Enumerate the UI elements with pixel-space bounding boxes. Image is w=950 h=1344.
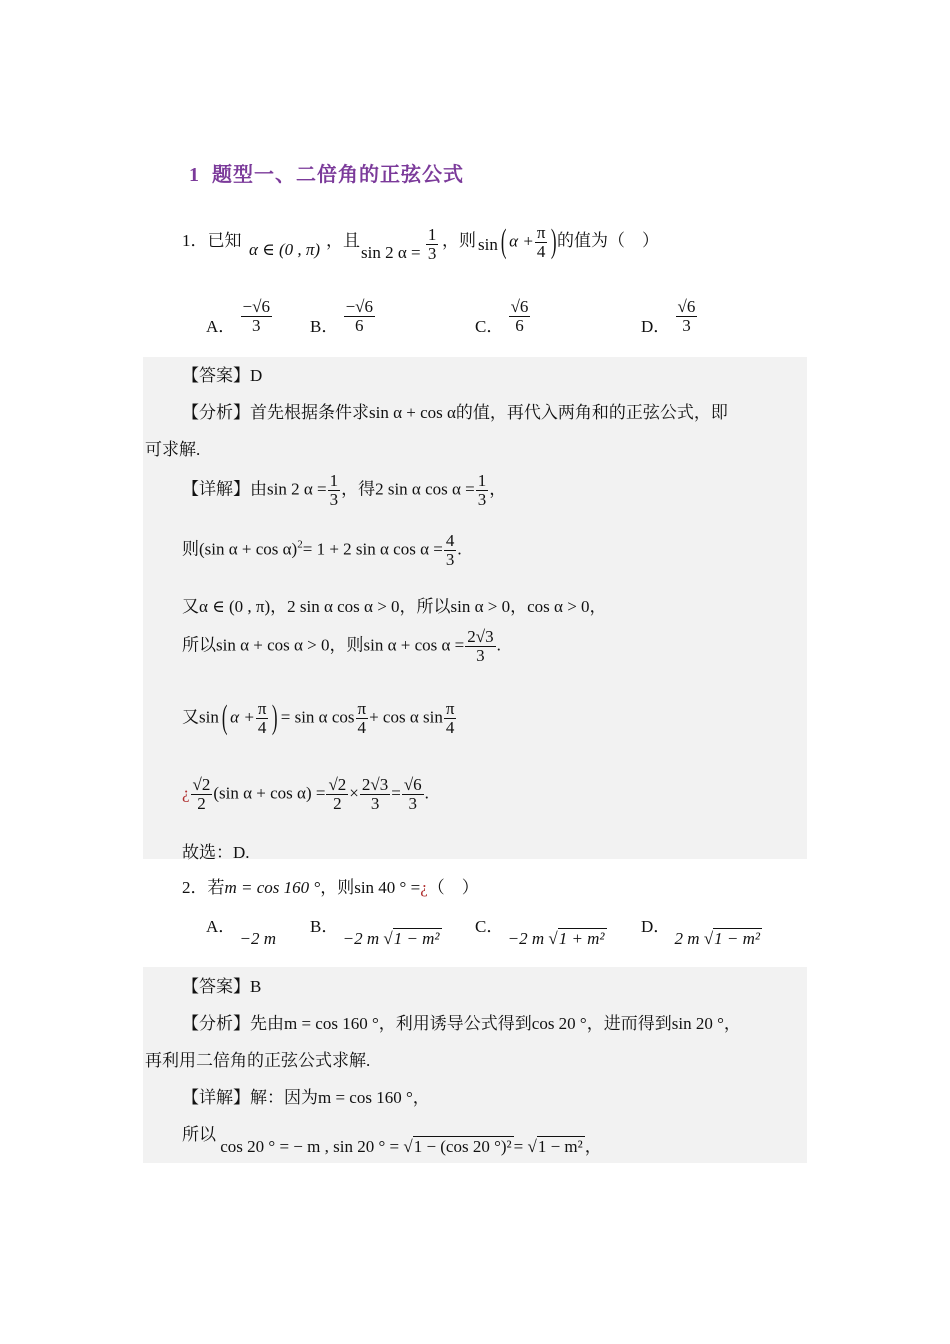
sin-word: sin xyxy=(199,707,219,727)
frac-num: √6 xyxy=(510,297,529,316)
a2-detail-line-1: 【详解】解：因为m = cos 160 °， xyxy=(182,1088,430,1107)
frac-num: √6 xyxy=(677,297,696,316)
frac-den: 2 xyxy=(333,793,342,813)
text: 【详解】由sin 2 α = xyxy=(182,479,327,499)
q1-option-c[interactable] xyxy=(475,298,531,335)
a2-final-expr: cos 20 ° = − m , sin 20 ° = √1 − (cos 20 °)² = √1 − m² ， xyxy=(220,1137,602,1156)
q1-option-a[interactable] xyxy=(206,298,273,335)
section-title xyxy=(189,158,464,187)
a1-answer: 【答案】D xyxy=(182,366,263,385)
frac-num: π xyxy=(357,699,367,718)
expr-part: cos 20 ° = − m , sin 20 ° = xyxy=(220,1137,400,1156)
text: . xyxy=(457,539,462,559)
frac-root2-2 xyxy=(191,776,213,813)
radicand: 1 − m² xyxy=(714,929,761,948)
frac-num: π xyxy=(536,223,546,242)
text: 若 xyxy=(207,878,225,897)
frac-root6-3 xyxy=(402,776,424,813)
alpha-plus: α + xyxy=(230,707,255,727)
frac-den: 3 xyxy=(476,645,485,665)
frac-third xyxy=(476,472,489,509)
paren-right: ) xyxy=(551,223,557,261)
q1-fraction-third xyxy=(426,226,439,263)
frac-four-thirds xyxy=(444,532,457,569)
a2-analysis-line-2: 再利用二倍角的正弦公式求解. xyxy=(145,1051,371,1070)
frac-pi4 xyxy=(444,700,457,737)
text: (sin α + cos α) = xyxy=(213,783,326,803)
frac-third xyxy=(328,472,341,509)
frac-pi4 xyxy=(256,700,269,737)
question-1-stem xyxy=(182,226,242,251)
frac-num: 1 xyxy=(329,471,339,490)
frac-den: 3 xyxy=(329,489,339,509)
frac-num: 2√3 xyxy=(361,775,389,794)
option-fraction xyxy=(344,298,375,335)
text: 所以 xyxy=(182,1125,216,1144)
a1-choose: 故选：D. xyxy=(182,843,250,862)
q2-option-d[interactable] xyxy=(641,912,762,948)
frac-num: −√6 xyxy=(345,297,374,316)
q2-m-expr: m = cos 160 ° xyxy=(224,878,321,897)
a1-detail-line-1 xyxy=(182,472,506,509)
radicand: 1 − m² xyxy=(393,929,440,948)
frac-den: 3 xyxy=(370,793,380,813)
option-label: A． xyxy=(206,317,236,337)
equals-sign: = xyxy=(391,783,401,803)
q1-number: 1． xyxy=(182,231,208,250)
option-expr: −2 m √1 − m² xyxy=(342,929,440,948)
frac-2root3-3 xyxy=(465,628,495,665)
q1-frac-pi4 xyxy=(535,224,548,261)
radicand: 1 − (cos 20 °)² xyxy=(413,1137,512,1156)
q2-option-b[interactable] xyxy=(310,912,442,948)
frac-num: √6 xyxy=(403,775,422,794)
a1-detail-line-4 xyxy=(182,628,501,665)
text: （ ） xyxy=(427,878,479,897)
text: = sin α cos xyxy=(280,707,355,727)
q1-sin-expr xyxy=(478,224,560,261)
option-fraction xyxy=(509,298,531,335)
times-sign: × xyxy=(349,783,359,803)
section-number: 1 xyxy=(189,164,200,186)
frac-den: 4 xyxy=(257,717,267,737)
radicand: 1 − m² xyxy=(537,1137,583,1156)
option-expr: 2 m √1 − m² xyxy=(674,929,761,948)
a1-detail-line-3: 又α ∈ (0 , π)，2 sin α cos α > 0，所以sin α > 0，cos α > 0， xyxy=(182,597,607,616)
exponent: 2 xyxy=(297,538,303,551)
frac-den: 3 xyxy=(477,489,487,509)
option-label: B． xyxy=(310,317,339,337)
q1-sin2a xyxy=(361,226,439,263)
frac-num: −√6 xyxy=(242,297,270,316)
q1-condition xyxy=(249,240,320,260)
text: ，得2 sin α cos α = xyxy=(341,479,475,499)
frac-den: 6 xyxy=(515,315,524,335)
frac-num: π xyxy=(257,699,267,718)
q1-cond-expr: α ∈ (0 , π) xyxy=(249,240,321,259)
frac-den: 2 xyxy=(197,793,206,813)
frac-pi4 xyxy=(356,700,369,737)
option-fraction xyxy=(241,298,272,335)
option-label: C． xyxy=(475,917,504,936)
text: . xyxy=(496,635,501,655)
frac-den: 3 xyxy=(408,793,417,813)
text: = 1 + 2 sin α cos α = xyxy=(302,539,443,559)
q1-text-3: ，则 xyxy=(442,231,476,250)
frac-num: √2 xyxy=(328,775,347,794)
alpha-plus: α + xyxy=(509,231,534,251)
a2-answer: 【答案】B xyxy=(182,977,262,996)
text: 则(sin α + cos α) xyxy=(182,539,298,559)
question-2-stem xyxy=(182,873,479,898)
q1-option-d[interactable] xyxy=(641,298,698,335)
frac-num: π xyxy=(445,699,455,718)
frac-den: 3 xyxy=(427,243,437,263)
q2-option-c[interactable] xyxy=(475,912,607,948)
frac-den: 4 xyxy=(357,717,367,737)
option-label: D． xyxy=(641,317,671,337)
text: ， xyxy=(489,479,507,499)
frac-num: 4 xyxy=(445,531,455,550)
expr-coef: 2 m xyxy=(674,929,700,948)
option-label: C． xyxy=(475,317,504,337)
a2-detail-line-2 xyxy=(182,1120,602,1156)
frac-2root3-3 xyxy=(360,776,390,813)
q1-text-2: ，且 xyxy=(326,231,360,250)
equals-sign: = xyxy=(513,1137,524,1156)
sin-word: sin xyxy=(478,235,498,255)
q1-text-1: 已知 xyxy=(207,231,242,250)
text: + cos α sin xyxy=(369,707,443,727)
a1-detail-line-6 xyxy=(182,776,429,813)
text: ， xyxy=(584,1137,602,1156)
text: . xyxy=(424,783,429,803)
q1-option-b[interactable] xyxy=(310,298,376,335)
frac-num: 2√3 xyxy=(467,627,494,646)
expr-coef: −2 m xyxy=(342,929,380,948)
paren-left: ( xyxy=(500,223,507,261)
a1-analysis-line-2: 可求解. xyxy=(145,440,201,459)
option-label: B． xyxy=(310,917,339,936)
expr-coef: −2 m xyxy=(507,929,545,948)
q1-sin2a-expr: sin 2 α = xyxy=(361,243,421,263)
a1-detail-line-5 xyxy=(182,700,457,737)
section-title-text: 题型一、二倍角的正弦公式 xyxy=(212,164,464,186)
q2-sin40: sin 40 ° = xyxy=(354,878,421,897)
a1-analysis-line-1: 【分析】首先根据条件求sin α + cos α的值，再代入两角和的正弦公式，即 xyxy=(182,403,728,422)
paren-left: ( xyxy=(221,699,228,737)
radicand: 1 + m² xyxy=(558,929,605,948)
text: ，则 xyxy=(320,878,355,897)
a1-detail-line-2 xyxy=(182,532,462,569)
paren-right: ) xyxy=(272,699,278,737)
garbled-mark: ¿ xyxy=(182,783,190,803)
q2-number: 2． xyxy=(182,878,208,897)
text: 又 xyxy=(182,707,199,727)
garbled-mark: ¿ xyxy=(420,878,428,897)
frac-den: 6 xyxy=(355,315,364,335)
frac-den: 3 xyxy=(682,315,691,335)
text: 所以sin α + cos α > 0，则sin α + cos α = xyxy=(182,635,465,655)
a2-analysis-line-1: 【分析】先由m = cos 160 °，利用诱导公式得到cos 20 °，进而得到sin 20 °， xyxy=(182,1014,741,1033)
option-expr: −2 m xyxy=(239,929,277,948)
option-label: D． xyxy=(641,917,671,936)
frac-root2-2 xyxy=(326,776,348,813)
frac-den: 3 xyxy=(251,315,261,335)
option-expr: −2 m √1 + m² xyxy=(507,929,605,948)
frac-num: 1 xyxy=(427,225,437,244)
frac-den: 4 xyxy=(536,241,546,261)
q2-option-a[interactable] xyxy=(206,912,277,948)
frac-den: 3 xyxy=(445,549,455,569)
option-label: A． xyxy=(206,917,236,936)
frac-den: 4 xyxy=(445,717,455,737)
frac-num: √2 xyxy=(192,775,211,794)
frac-num: 1 xyxy=(477,471,487,490)
q1-text-4: 的值为（ ） xyxy=(557,231,659,250)
option-fraction xyxy=(676,298,698,335)
